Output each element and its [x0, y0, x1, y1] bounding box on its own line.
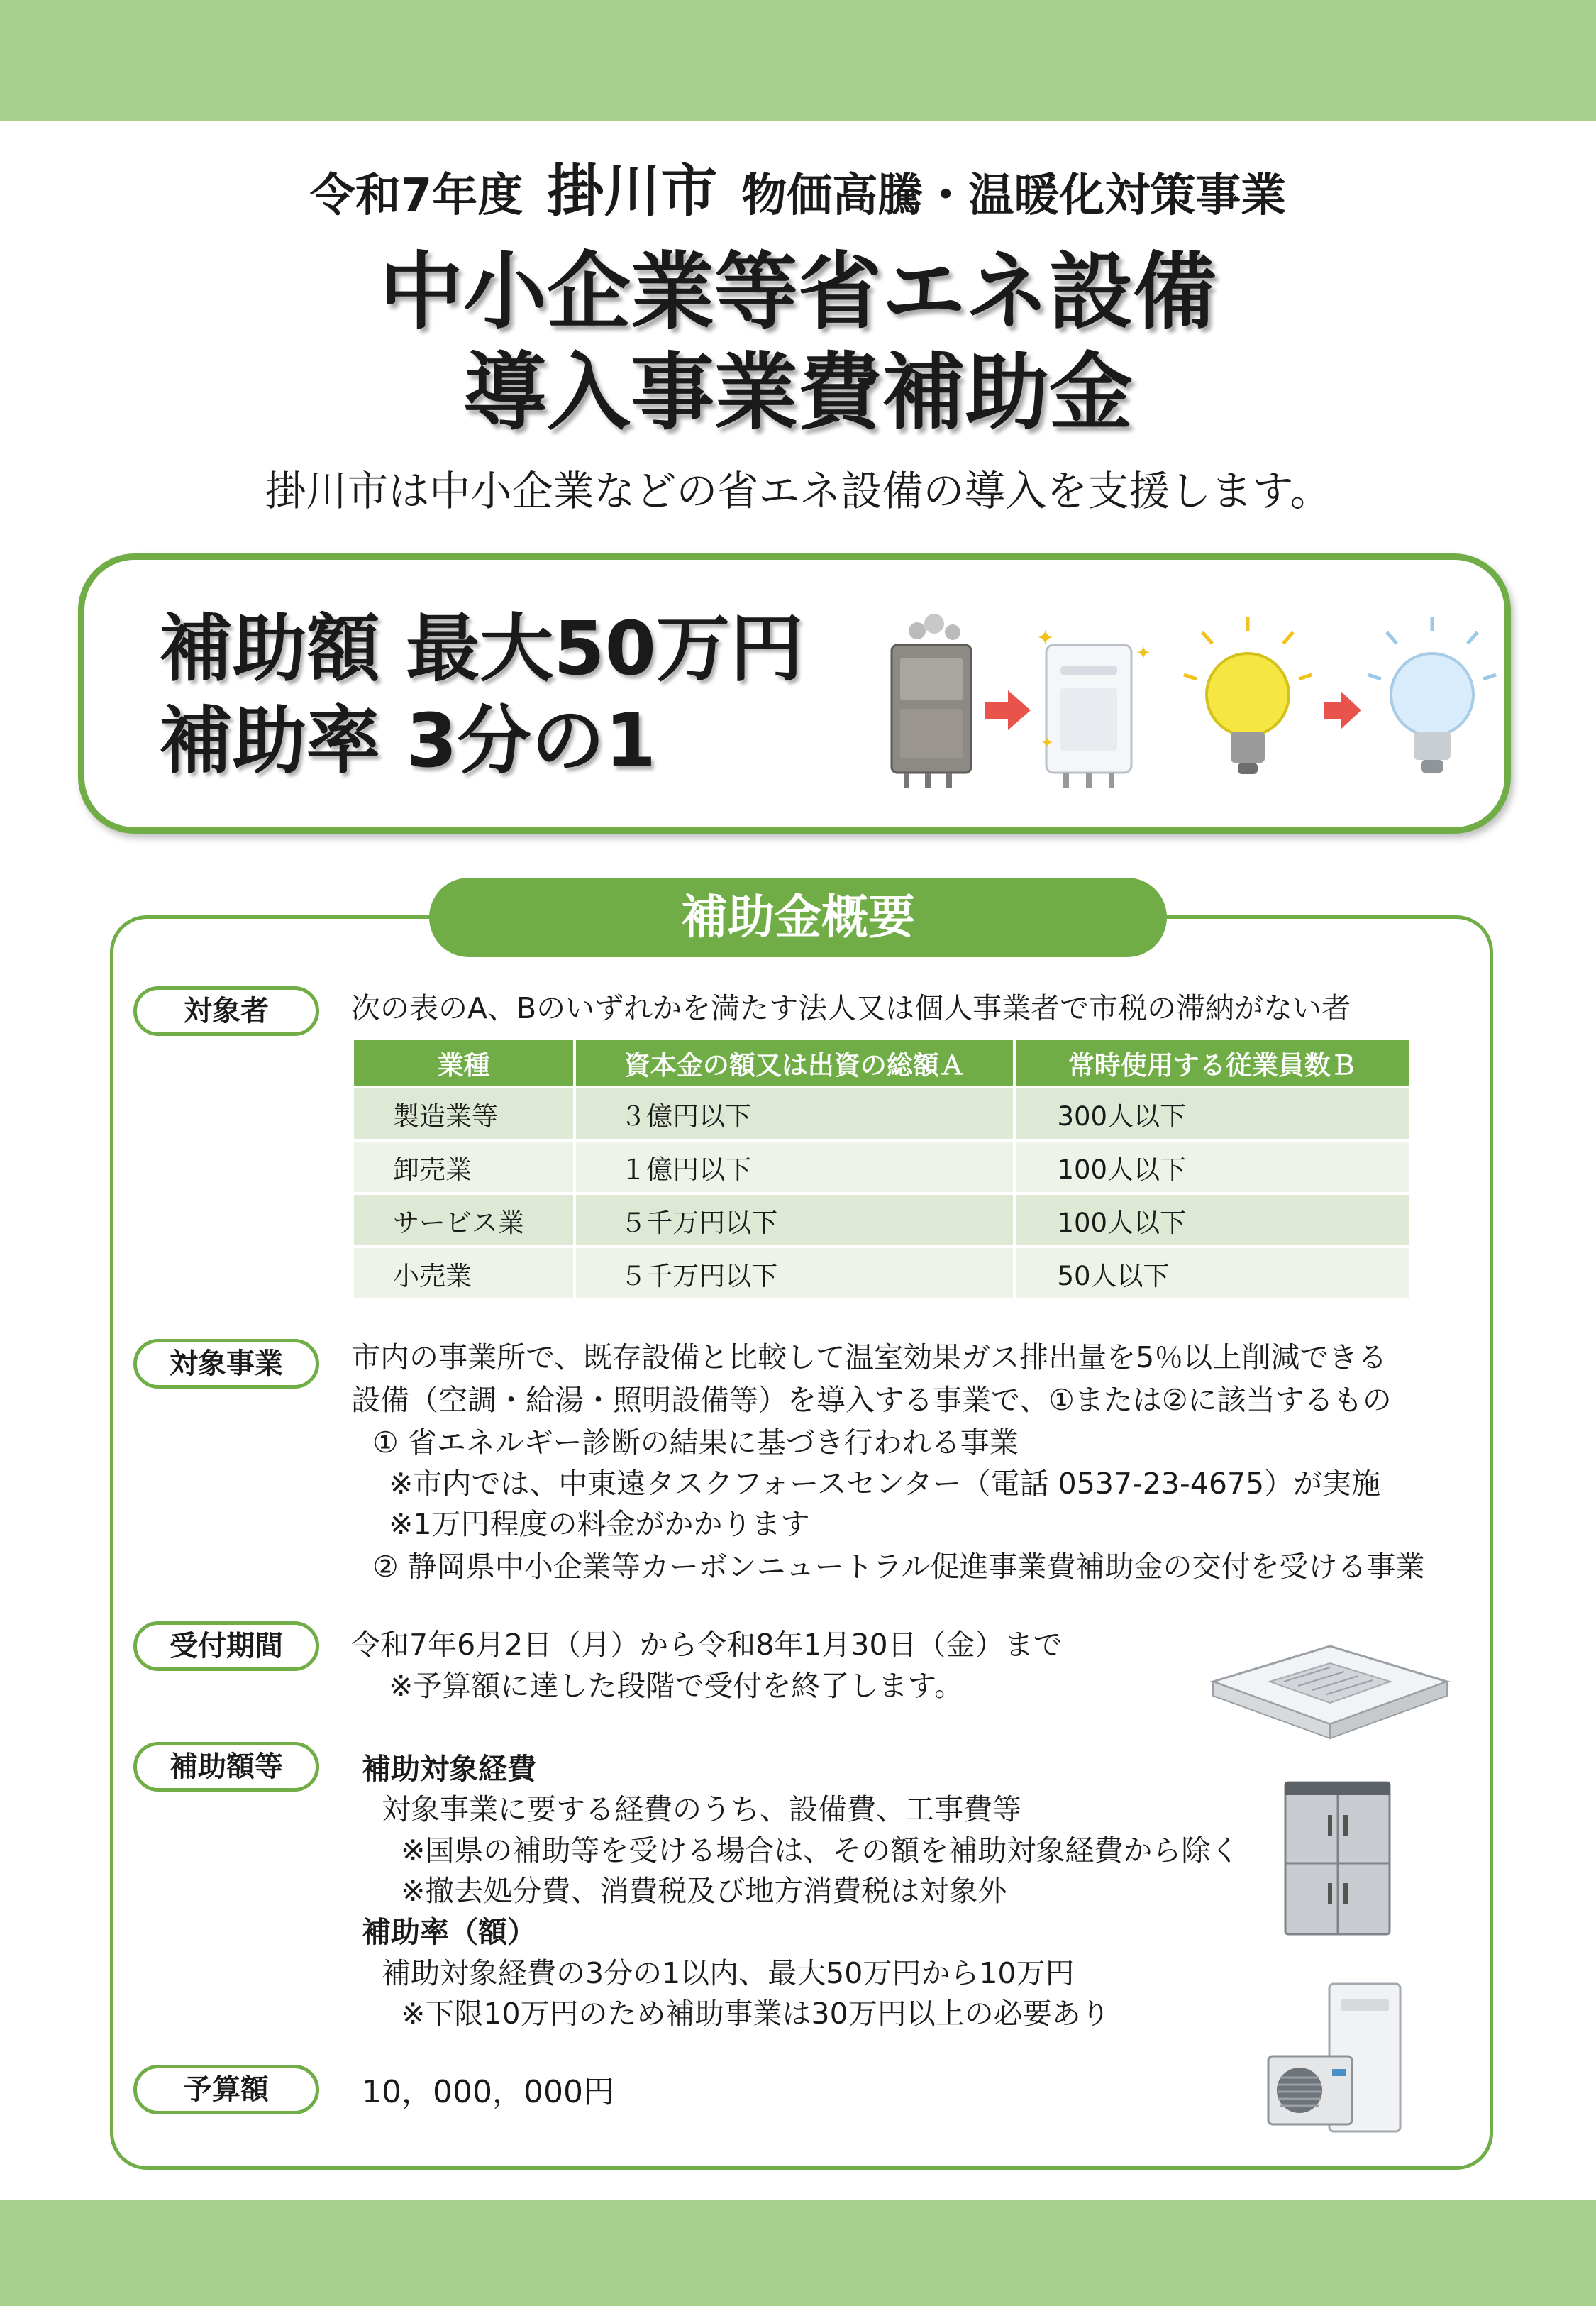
cost-note-1: ※国県の補助等を受ける場合は、その額を補助対象経費から除く — [401, 1833, 1240, 1868]
top-band — [0, 0, 1596, 121]
eligibility-table — [351, 1037, 1412, 1301]
rate-heading: 補助率（額） — [362, 1915, 536, 1949]
rate-line: 補助対象経費の3分の1以内、最大50万円から10万円 — [382, 1956, 1075, 1990]
project-line-3: ① 省エネルギー診断の結果に基づき行われる事業 — [372, 1425, 1019, 1460]
label-budget: 予算額 — [133, 2065, 319, 2114]
title-line-1: 中小企業等省エネ設備 — [379, 243, 1217, 341]
table-cell: １億円以下 — [576, 1142, 1013, 1192]
lead-text: 掛川市は中小企業などの省エネ設備の導入を支援します。 — [265, 467, 1331, 515]
city-name: 掛川市 — [547, 158, 718, 224]
old-water-heater-icon — [892, 614, 971, 788]
ceiling-air-conditioner-icon — [1206, 1632, 1454, 1760]
hero-box — [78, 553, 1511, 834]
label-period: 受付期間 — [133, 1621, 319, 1671]
table-row — [354, 1248, 1409, 1298]
svg-text:✦: ✦ — [1036, 626, 1055, 651]
project-line-5: ※1万円程度の料金がかかります — [389, 1507, 810, 1541]
project-line-4: ※市内では、中東遠タスクフォースセンター（電話 0537-23-4675）が実施 — [389, 1467, 1381, 1501]
target-description: 次の表のA、Bのいずれかを満たす法人又は個人事業者で市税の滞納がない者 — [351, 991, 1351, 1025]
project-line-6: ② 静岡県中小企業等カーボンニュートラル促進事業費補助金の交付を受ける事業 — [372, 1550, 1425, 1584]
program-name: 物価高騰・温暖化対策事業 — [741, 170, 1287, 222]
table-cell: ５千万円以下 — [576, 1195, 1013, 1245]
table-cell: 100人以下 — [1016, 1142, 1409, 1192]
overview-heading: 補助金概要 — [429, 878, 1167, 957]
cost-note-2: ※撤去処分費、消費税及び地方消費税は対象外 — [401, 1874, 1007, 1908]
fiscal-year: 令和7年度 — [309, 170, 523, 222]
cost-line: 対象事業に要する経費のうち、設備費、工事費等 — [382, 1792, 1021, 1826]
header-line — [0, 145, 1596, 227]
equipment-upgrade-illustration — [879, 602, 1503, 815]
table-cell: 小売業 — [354, 1248, 573, 1298]
period-note: ※予算額に達した段階で受付を終了します。 — [389, 1669, 964, 1703]
table-cell: 100人以下 — [1016, 1195, 1409, 1245]
new-water-heater-icon — [1036, 626, 1151, 788]
bottom-band — [0, 2200, 1596, 2306]
table-header-row — [354, 1040, 1409, 1086]
cost-heading: 補助対象経費 — [362, 1752, 536, 1786]
table-row — [354, 1088, 1409, 1139]
table-cell: ３億円以下 — [576, 1088, 1013, 1139]
period-line: 令和7年6月2日（月）から令和8年1月30日（金）まで — [351, 1628, 1063, 1662]
budget-value: 10，000，000円 — [362, 2074, 614, 2110]
table-cell: ５千万円以下 — [576, 1248, 1013, 1298]
table-cell: 製造業等 — [354, 1088, 573, 1139]
svg-text:✦: ✦ — [1041, 734, 1054, 752]
heat-pump-water-heater-icon — [1264, 1978, 1406, 2136]
table-row — [354, 1142, 1409, 1192]
incandescent-bulb-icon — [1184, 617, 1312, 774]
table-cell: 卸売業 — [354, 1142, 573, 1192]
page-title — [0, 241, 1596, 443]
label-target: 対象者 — [133, 986, 319, 1036]
table-header: 資本金の額又は出資の総額Ａ — [576, 1040, 1013, 1086]
svg-text:✦: ✦ — [1136, 643, 1151, 664]
arrow-right-icon — [1324, 692, 1361, 729]
table-row — [354, 1195, 1409, 1245]
table-header: 業種 — [354, 1040, 573, 1086]
project-line-1: 市内の事業所で、既存設備と比較して温室効果ガス排出量を5％以上削減できる — [351, 1340, 1387, 1374]
commercial-refrigerator-icon — [1282, 1780, 1392, 1937]
rate-note: ※下限10万円のため補助事業は30万円以上の必要あり — [401, 1997, 1110, 2031]
table-cell: サービス業 — [354, 1195, 573, 1245]
arrow-right-icon — [985, 690, 1031, 730]
project-line-2: 設備（空調・給湯・照明設備等）を導入する事業で、①または②に該当するもの — [351, 1383, 1392, 1417]
led-bulb-icon — [1368, 617, 1496, 773]
label-project: 対象事業 — [133, 1339, 319, 1389]
table-cell: 50人以下 — [1016, 1248, 1409, 1298]
label-amount: 補助額等 — [133, 1742, 319, 1792]
title-line-2: 導入事業費補助金 — [462, 343, 1133, 441]
hero-amount: 補助額 最大50万円 — [159, 605, 804, 692]
hero-text — [159, 602, 804, 787]
hero-rate: 補助率 3分の1 — [159, 697, 656, 784]
table-cell: 300人以下 — [1016, 1088, 1409, 1139]
table-header: 常時使用する従業員数Ｂ — [1016, 1040, 1409, 1086]
